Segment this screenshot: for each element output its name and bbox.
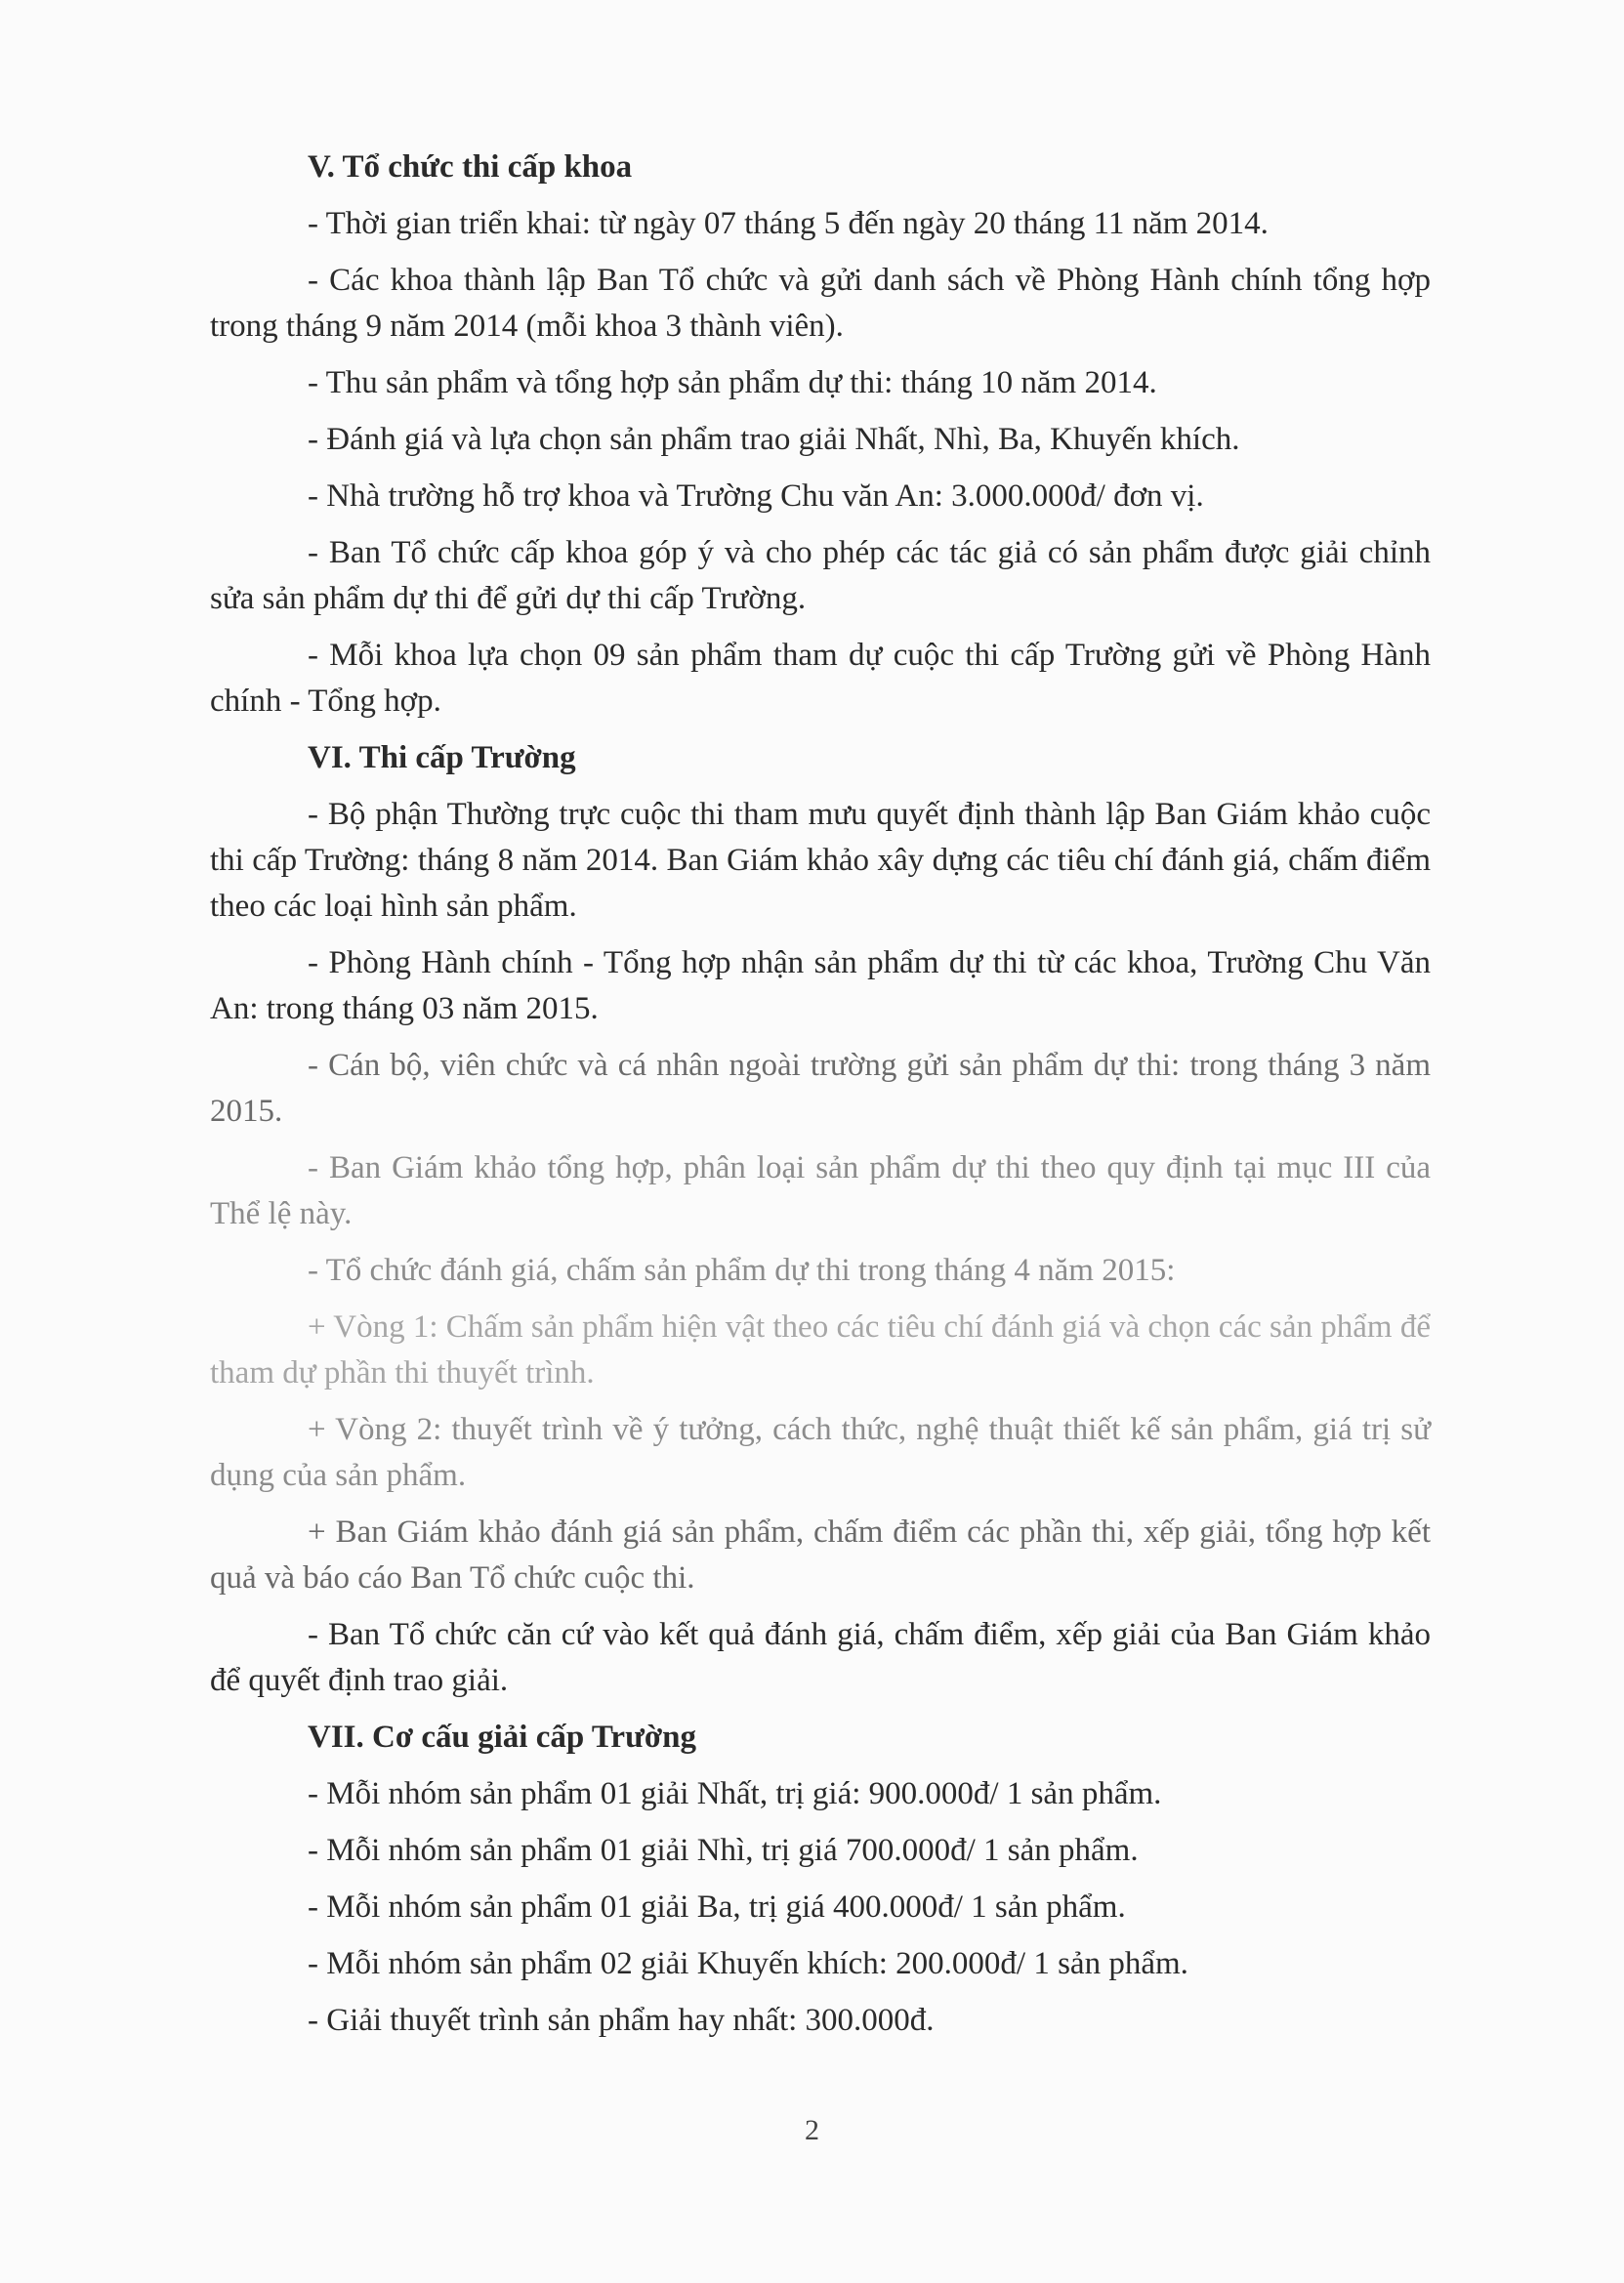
paragraph: + Vòng 1: Chấm sản phẩm hiện vật theo các tiêu chí đánh giá và chọn các sản phẩm để tham dự phần thi thuyết trình.	[210, 1309, 1431, 1391]
paragraph: - Thu sản phẩm và tổng hợp sản phẩm dự thi: tháng 10 năm 2014.	[308, 365, 1157, 400]
paragraph: - Bộ phận Thường trực cuộc thi tham mưu quyết định thành lập Ban Giám khảo cuộc thi cấp Trường: tháng 8 năm 2014. Ban Giám khảo xây dựng các tiêu chí đánh giá, chấm điểm theo các loại hình sản phẩm.	[210, 797, 1431, 924]
document-body	[210, 145, 1431, 2055]
paragraph: - Nhà trường hỗ trợ khoa và Trường Chu văn An: 3.000.000đ/ đơn vị.	[308, 478, 1204, 514]
section-heading-v: V. Tổ chức thi cấp khoa	[308, 149, 633, 185]
paragraph: + Vòng 2: thuyết trình về ý tưởng, cách thức, nghệ thuật thiết kế sản phẩm, giá trị sử dụng của sản phẩm.	[210, 1412, 1431, 1493]
paragraph: - Tổ chức đánh giá, chấm sản phẩm dự thi trong tháng 4 năm 2015:	[308, 1253, 1176, 1288]
paragraph: + Ban Giám khảo đánh giá sản phẩm, chấm điểm các phần thi, xếp giải, tổng hợp kết quả và báo cáo Ban Tổ chức cuộc thi.	[210, 1515, 1431, 1596]
paragraph: - Ban Tổ chức cấp khoa góp ý và cho phép các tác giả có sản phẩm được giải chỉnh sửa sản phẩm dự thi để gửi dự thi cấp Trường.	[210, 535, 1431, 616]
paragraph: - Cán bộ, viên chức và cá nhân ngoài trường gửi sản phẩm dự thi: trong tháng 3 năm 2015.	[210, 1048, 1431, 1129]
paragraph: - Các khoa thành lập Ban Tổ chức và gửi danh sách về Phòng Hành chính tổng hợp trong tháng 9 năm 2014 (mỗi khoa 3 thành viên).	[210, 263, 1431, 344]
section-heading-vi: VI. Thi cấp Trường	[308, 740, 576, 775]
paragraph: - Mỗi nhóm sản phẩm 01 giải Nhất, trị giá: 900.000đ/ 1 sản phẩm.	[308, 1776, 1162, 1811]
paragraph: - Ban Tổ chức căn cứ vào kết quả đánh giá, chấm điểm, xếp giải của Ban Giám khảo để quyết định trao giải.	[210, 1617, 1431, 1698]
paragraph: - Thời gian triển khai: từ ngày 07 tháng 5 đến ngày 20 tháng 11 năm 2014.	[308, 206, 1269, 241]
paragraph: - Mỗi nhóm sản phẩm 01 giải Ba, trị giá 400.000đ/ 1 sản phẩm.	[308, 1889, 1126, 1925]
page-number: 2	[805, 2114, 819, 2146]
paragraph: - Phòng Hành chính - Tổng hợp nhận sản phẩm dự thi từ các khoa, Trường Chu Văn An: trong tháng 03 năm 2015.	[210, 945, 1431, 1026]
section-heading-vii: VII. Cơ cấu giải cấp Trường	[308, 1720, 696, 1755]
paragraph: - Mỗi khoa lựa chọn 09 sản phẩm tham dự cuộc thi cấp Trường gửi về Phòng Hành chính - Tổng hợp.	[210, 638, 1431, 719]
paragraph: - Mỗi nhóm sản phẩm 02 giải Khuyến khích: 200.000đ/ 1 sản phẩm.	[308, 1946, 1188, 1981]
paragraph: - Đánh giá và lựa chọn sản phẩm trao giải Nhất, Nhì, Ba, Khuyến khích.	[308, 422, 1240, 457]
paragraph: - Giải thuyết trình sản phẩm hay nhất: 300.000đ.	[308, 2003, 935, 2038]
paragraph: - Mỗi nhóm sản phẩm 01 giải Nhì, trị giá 700.000đ/ 1 sản phẩm.	[308, 1833, 1139, 1868]
paragraph: - Ban Giám khảo tổng hợp, phân loại sản phẩm dự thi theo quy định tại mục III của Thể lệ này.	[210, 1150, 1431, 1231]
